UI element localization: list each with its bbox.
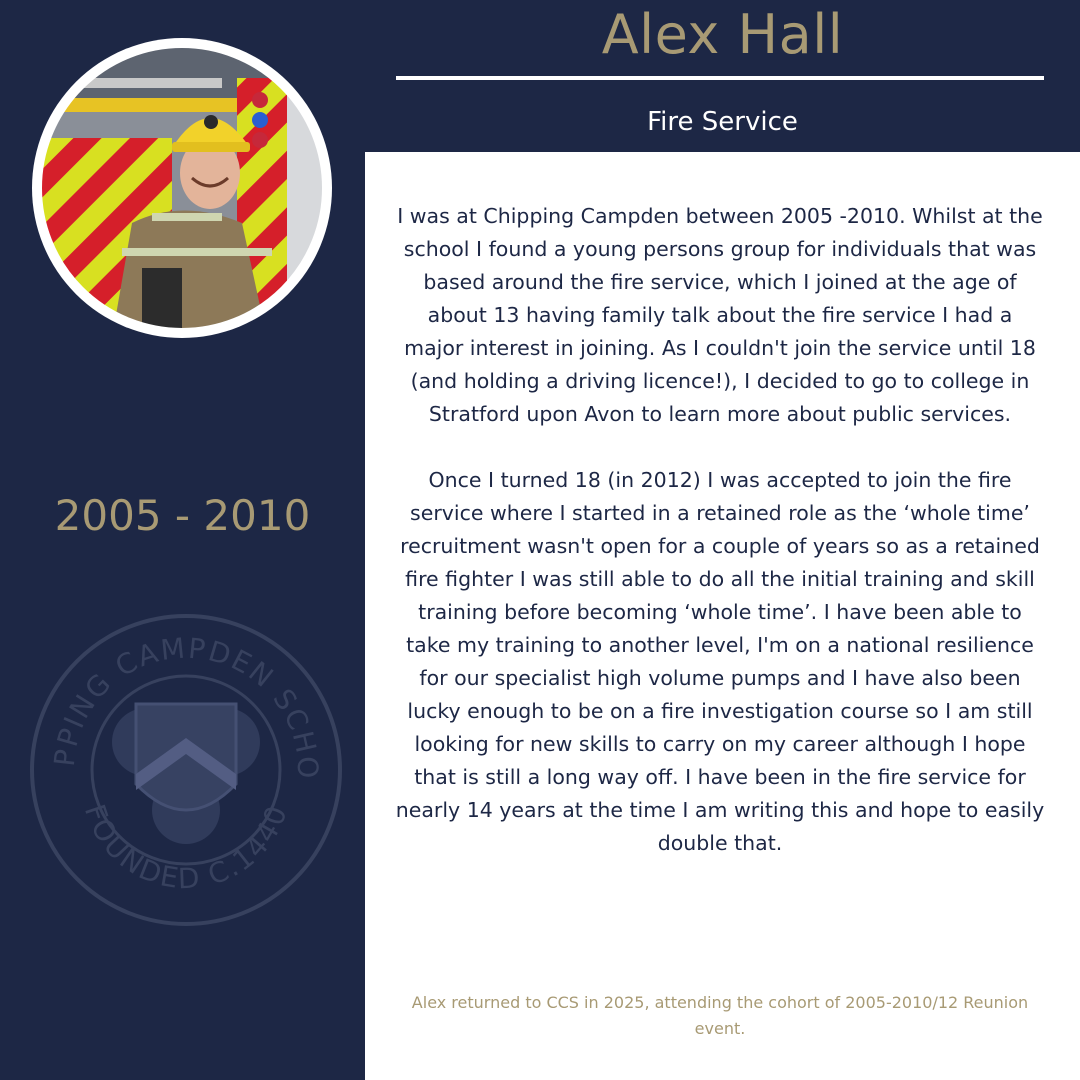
story-paragraph-1: I was at Chipping Campden between 2005 -2010. Whilst at the school I found a young persons group for individuals that was based around the fire service, which I joined at the age of about 13 having family talk about the fire service I had a major interest in joining. As I couldn't join the service until 18 (and holding a driving licence!), I decided to go to college in Stratford upon Avon to learn more about public services. — [397, 204, 1043, 426]
header-divider — [396, 76, 1044, 80]
career-title: Fire Service — [647, 107, 798, 137]
story-paragraph-2: Once I turned 18 (in 2012) I was accepted to join the fire service where I started in a retained role as the ‘whole time’ recruitment wasn't open for a couple of years so as a retained fire fighter I was still able to do all the initial training and skill training before becoming ‘whole time’. I have been able to take my training to another level, I'm on a national resilience for our specialist high volume pumps and I have also been lucky enough to be on a fire investigation course so I am still looking for new skills to carry on my career although I hope that is still a long way off. I have been in the fire service for nearly 14 years at the time I am writing this and hope to easily double that. — [395, 468, 1045, 855]
attendance-years: 2005 - 2010 — [54, 491, 311, 540]
story-text — [395, 200, 1045, 860]
reunion-footnote: Alex returned to CCS in 2025, attending the cohort of 2005-2010/12 Reunion event. — [411, 993, 1029, 1038]
school-crest-icon — [30, 614, 342, 926]
seal-top-text: PPING CAMPDEN SCHO — [47, 631, 325, 781]
school-seal-watermark — [30, 614, 342, 926]
person-name: Alex Hall — [601, 3, 844, 66]
seal-bottom-text: FOUNDED C.1440 — [77, 800, 295, 896]
firefighter-portrait-icon — [32, 38, 332, 338]
profile-photo — [32, 38, 332, 338]
